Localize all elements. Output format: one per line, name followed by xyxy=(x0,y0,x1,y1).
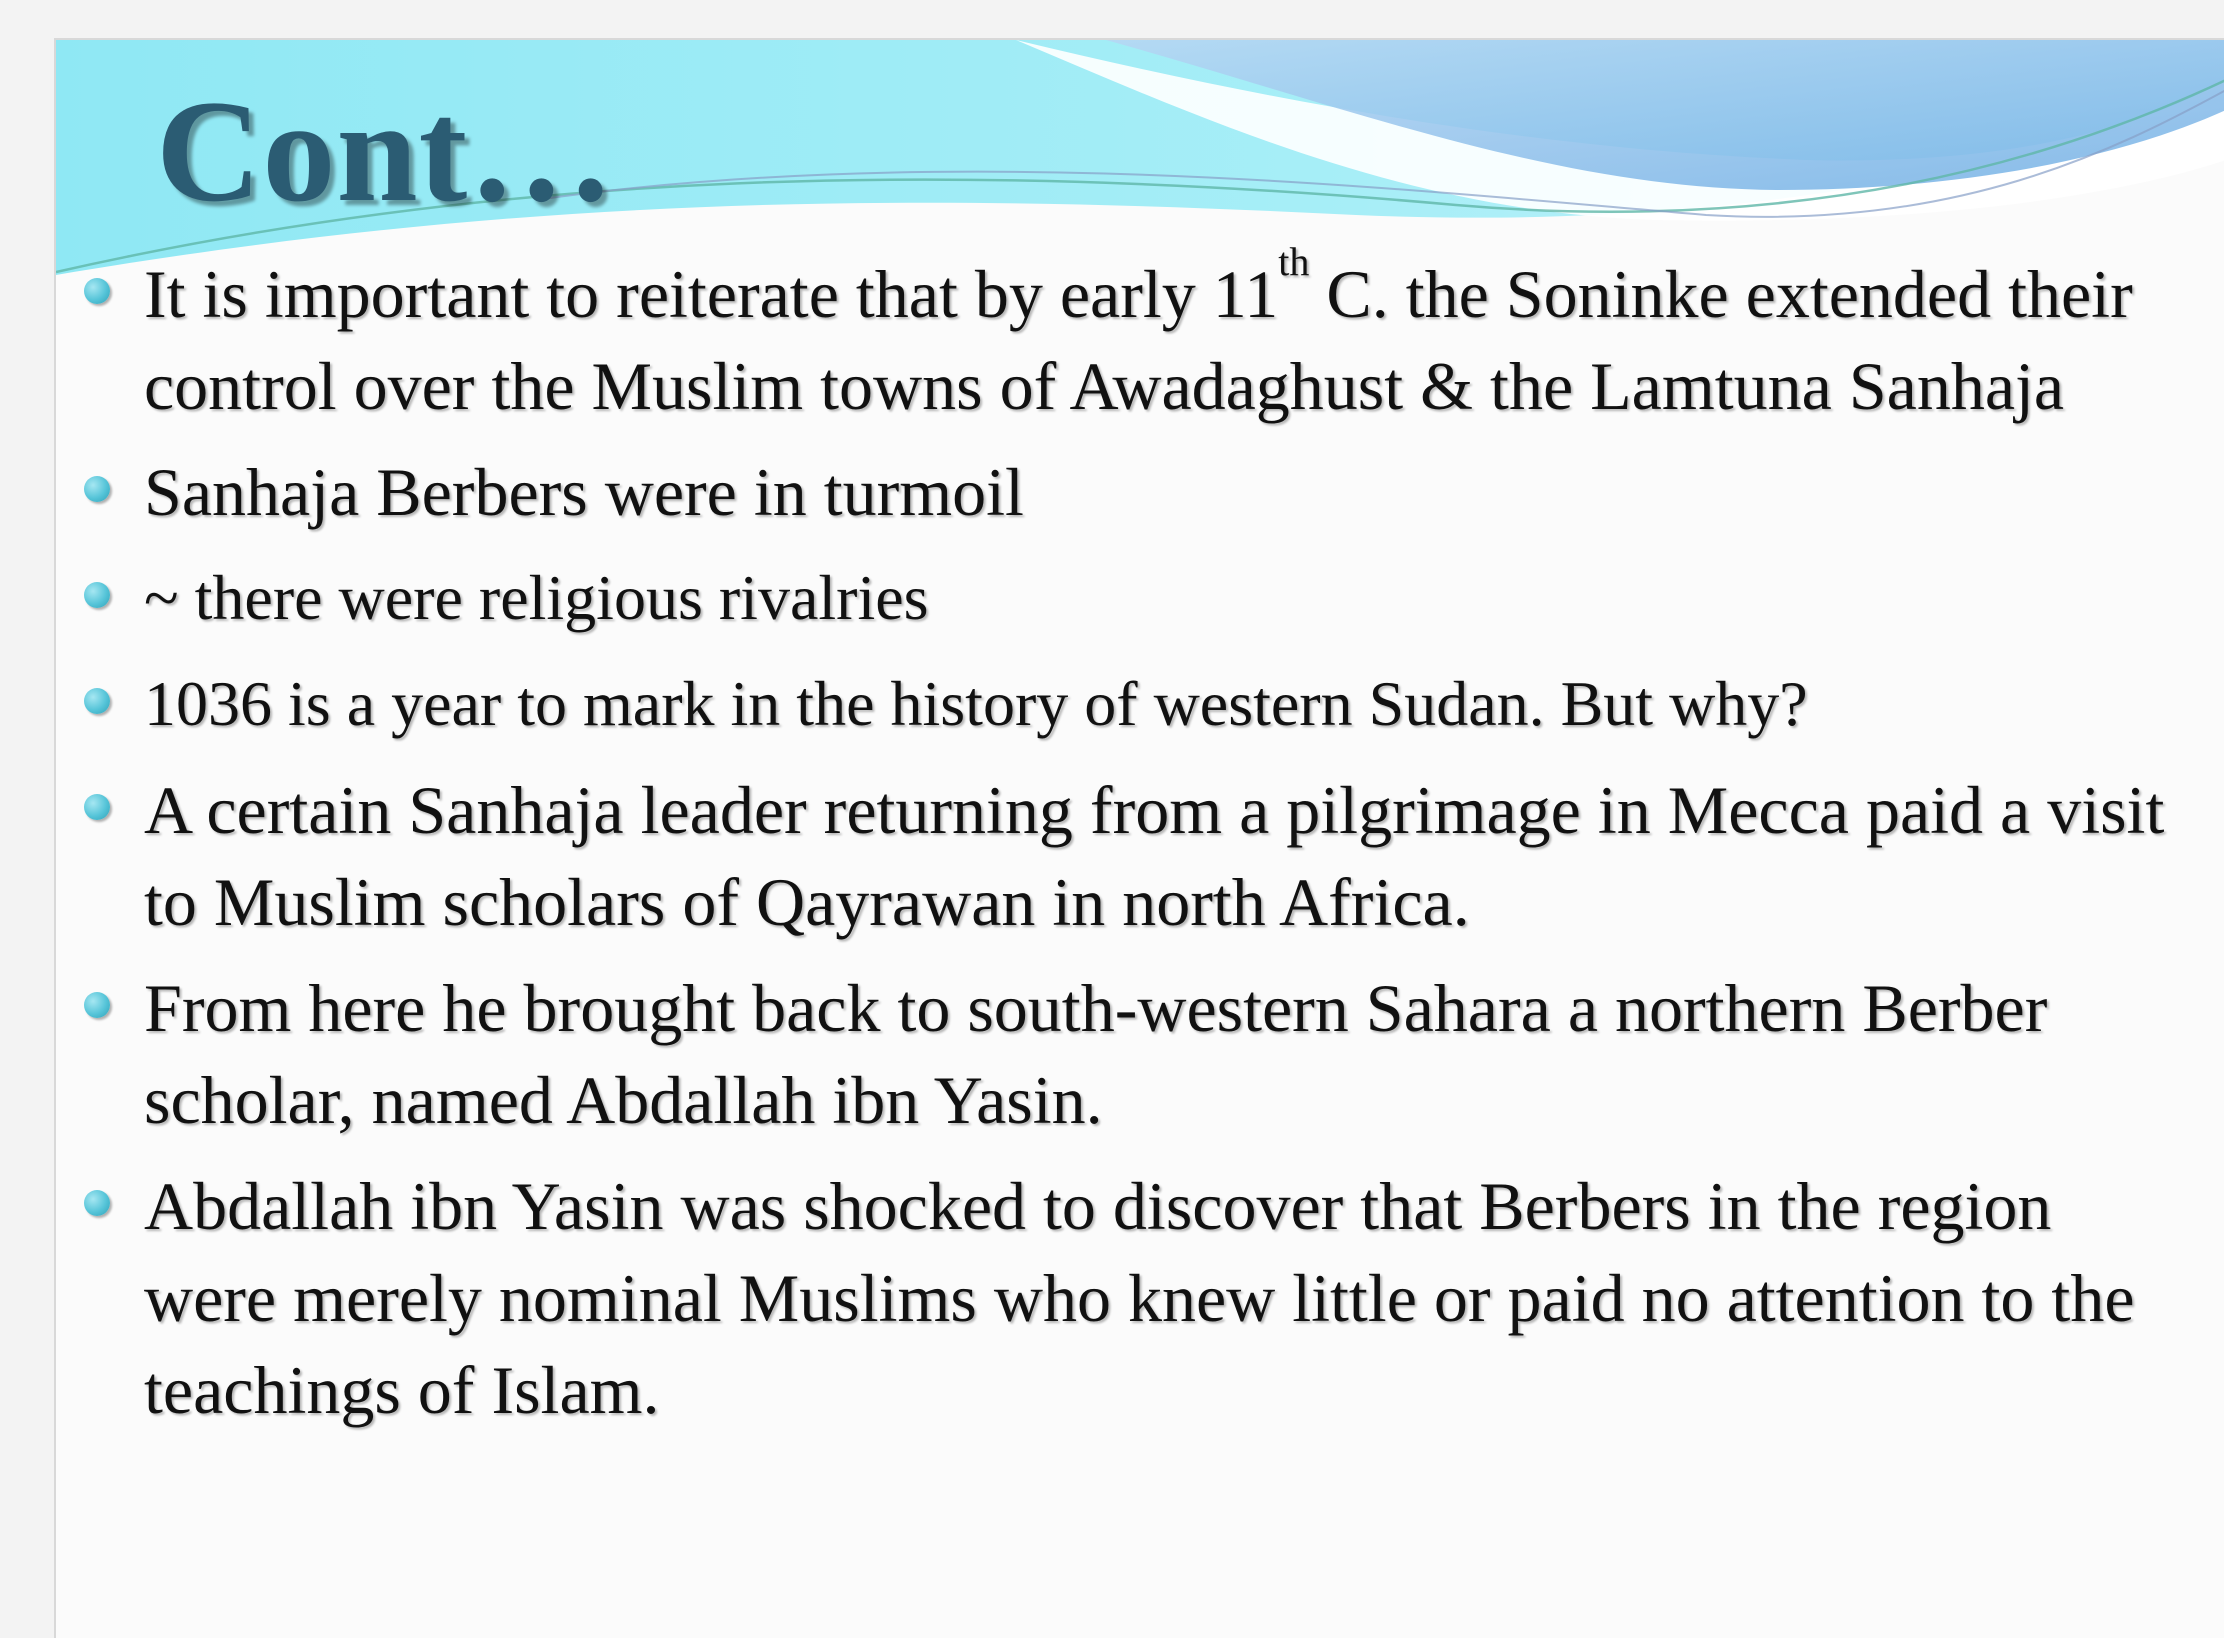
bullet-text: From here he brought back to south-western Sahara a northern Berber scholar, named Abdallah ibn Yasin. xyxy=(144,970,2048,1138)
bullet-text: 1036 is a year to mark in the history of western Sudan. But why? xyxy=(144,668,1808,739)
bullet-item xyxy=(56,658,2224,750)
bullet-item xyxy=(56,552,2224,644)
bullet-dot-icon xyxy=(84,992,110,1018)
bullet-text: A certain Sanhaja leader returning from a pilgrimage in Mecca paid a visit to Muslim scholars of Qayrawan in north Africa. xyxy=(144,772,2165,940)
bullet-dot-icon xyxy=(84,688,110,714)
superscript: th xyxy=(1278,239,1310,284)
bullet-text-cont: C. the Soninke extended their control over the Muslim towns of Awadaghust & the Lamtuna Sanhaja xyxy=(144,256,2133,424)
slide-title: Cont… xyxy=(156,70,616,232)
bullet-item xyxy=(56,239,2224,432)
bullet-text: It is important to reiterate that by early 11 xyxy=(144,256,1279,332)
bullet-dot-icon xyxy=(84,582,110,608)
bullet-dot-icon xyxy=(84,794,110,820)
bullet-list xyxy=(56,239,2224,1450)
bullet-dot-icon xyxy=(84,476,110,502)
bullet-item xyxy=(56,446,2224,538)
slide xyxy=(54,38,2224,1638)
bullet-text: Sanhaja Berbers were in turmoil xyxy=(144,454,1024,530)
bullet-text: ~ there were religious rivalries xyxy=(144,562,929,633)
bullet-text: Abdallah ibn Yasin was shocked to discover that Berbers in the region were merely nominal Muslims who knew little or paid no attention to the teachings of Islam. xyxy=(144,1168,2135,1428)
bullet-item xyxy=(56,1160,2224,1436)
bullet-dot-icon xyxy=(84,278,110,304)
bullet-item xyxy=(56,764,2224,948)
bullet-item xyxy=(56,962,2224,1146)
bullet-dot-icon xyxy=(84,1190,110,1216)
